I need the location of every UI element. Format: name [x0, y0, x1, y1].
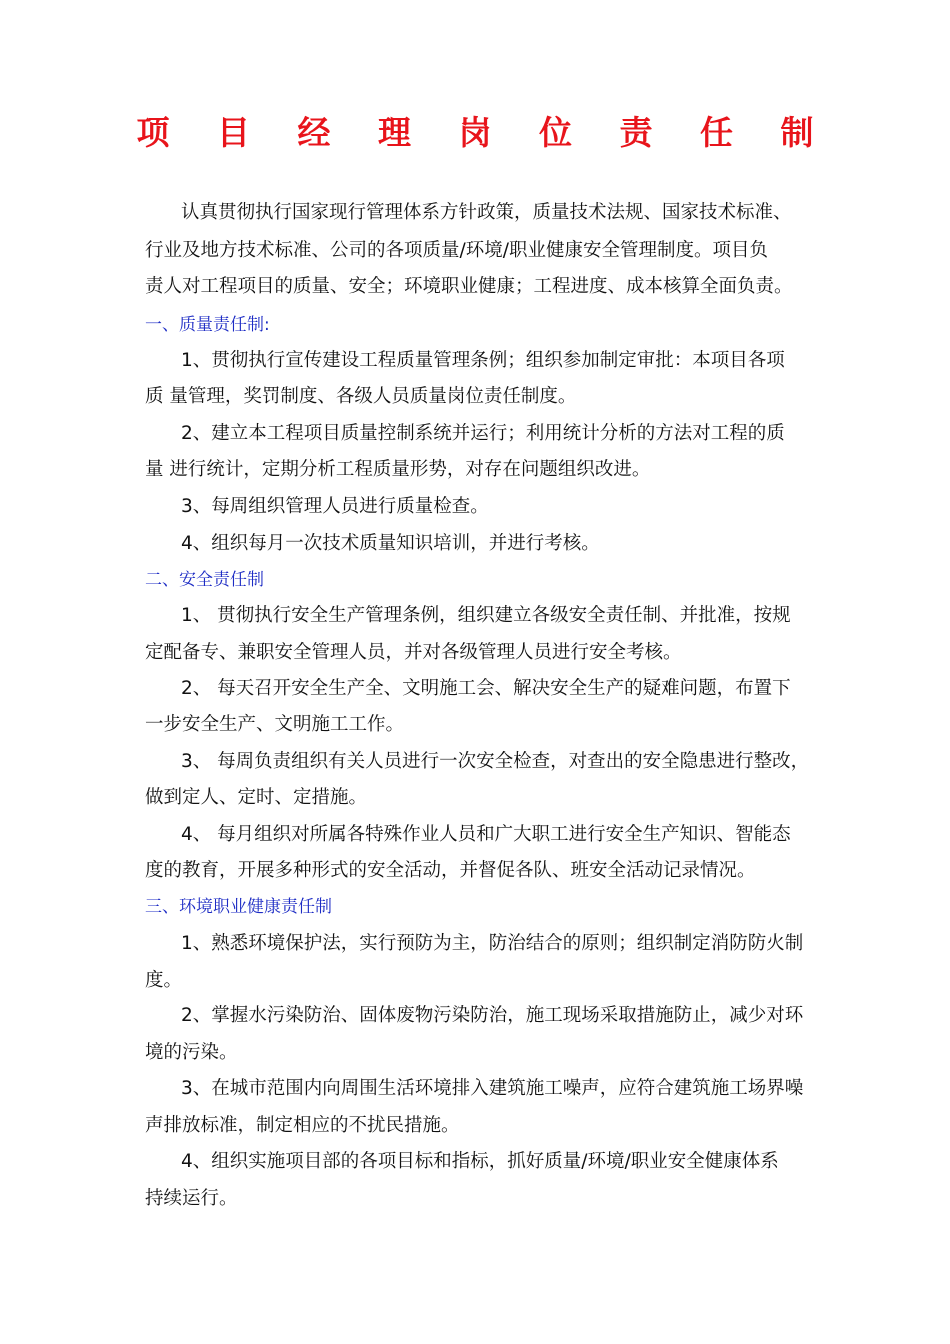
paragraph-line: 2、 每天召开安全生产全、文明施工会、解决安全生产的疑难问题，布置下 [181, 678, 791, 699]
section-heading: 一、质量责任制: [145, 315, 270, 335]
paragraph-line: 2、掌握水污染防治、固体废物污染防治，施工现场采取措施防止，减少对环 [181, 1005, 804, 1026]
paragraph-line: 认真贯彻执行国家现行管理体系方针政策，质量技术法规、国家技术标准、 [181, 202, 792, 223]
paragraph-line: 做到定人、定时、定措施。 [145, 787, 368, 808]
paragraph-line: 度的教育，开展多种形式的安全活动，并督促各队、班安全活动记录情况。 [145, 860, 756, 881]
paragraph-line: 一步安全生产、文明施工工作。 [145, 714, 405, 735]
paragraph-line: 1、 贯彻执行安全生产管理条例，组织建立各级安全责任制、并批准，按规 [181, 605, 791, 626]
section-heading: 三、环境职业健康责任制 [145, 897, 332, 917]
paragraph-line: 4、组织每月一次技术质量知识培训，并进行考核。 [181, 533, 600, 554]
paragraph-line: 3、在城市范围内向周围生活环境排入建筑施工噪声，应符合建筑施工场界噪 [181, 1078, 804, 1099]
paragraph-line: 责人对工程项目的质量、安全；环境职业健康；工程进度、成本核算全面负责。 [145, 276, 793, 297]
paragraph-line: 行业及地方技术标准、公司的各项质量/环境/职业健康安全管理制度。项目负 [145, 240, 768, 261]
paragraph-line: 度。 [145, 970, 183, 991]
paragraph-line: 1、熟悉环境保护法，实行预防为主，防治结合的原则；组织制定消防防火制 [181, 933, 804, 954]
paragraph-line: 4、 每月组织对所属各特殊作业人员和广大职工进行安全生产知识、智能态 [181, 824, 791, 845]
paragraph-line: 2、建立本工程项目质量控制系统并运行；利用统计分析的方法对工程的质 [181, 423, 785, 444]
paragraph-line: 量 进行统计，定期分析工程质量形势，对存在问题组织改进。 [145, 459, 651, 480]
paragraph-line: 1、贯彻执行宣传建设工程质量管理条例；组织参加制定审批：本项目各项 [181, 350, 785, 371]
paragraph-line: 3、每周组织管理人员进行质量检查。 [181, 496, 489, 517]
paragraph-line: 质 量管理，奖罚制度、各级人员质量岗位责任制度。 [145, 386, 577, 407]
paragraph-line: 境的污染。 [145, 1042, 238, 1063]
document-title: 项 目 经 理 岗 位 责 任 制 [136, 113, 832, 152]
paragraph-line: 定配备专、兼职安全管理人员，并对各级管理人员进行安全考核。 [145, 642, 682, 663]
paragraph-line: 声排放标准，制定相应的不扰民措施。 [145, 1115, 460, 1136]
section-heading: 二、安全责任制 [145, 570, 264, 590]
paragraph-line: 持续运行。 [145, 1188, 238, 1209]
paragraph-line: 3、 每周负责组织有关人员进行一次安全检查，对查出的安全隐患进行整改， [181, 751, 810, 772]
paragraph-line: 4、组织实施项目部的各项目标和指标，抓好质量/环境/职业安全健康体系 [181, 1151, 779, 1172]
